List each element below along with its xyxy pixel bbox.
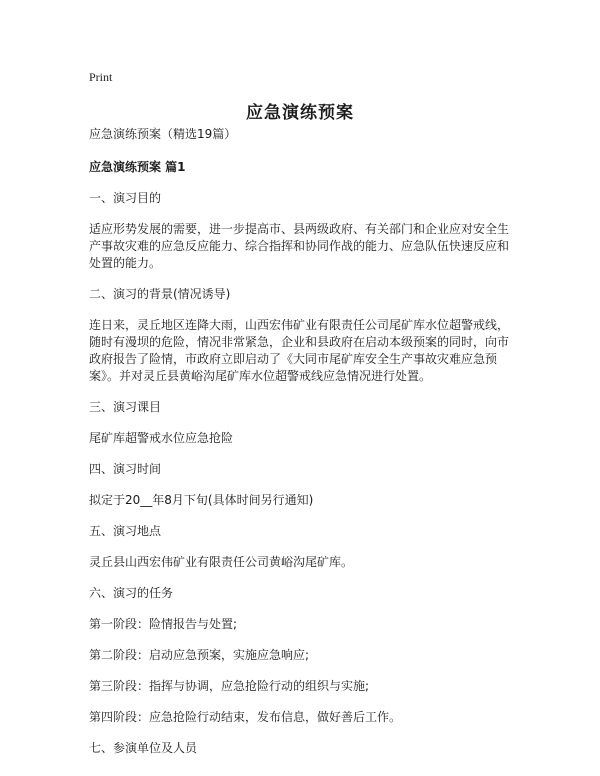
paragraph: 尾矿库超警戒水位应急抢险 [89, 431, 234, 445]
paragraph: 连日来，灵丘地区连降大雨，山西宏伟矿业有限责任公司尾矿库水位超警戒线，随时有漫坝的危险，情况非常紧急，企业和县政府在启动本级预案的同时，向市政府报告了险情，市政府立即启动了《大同市尾矿库安全生产事故灾难应急预案》。并对灵丘县黄峪沟尾矿库水位超警戒线应急情况进行处置。 [89, 318, 510, 383]
paragraph: 第一阶段：险情报告与处置; [89, 617, 238, 631]
section-heading: 六、演习的任务 [89, 586, 174, 600]
paragraph: 第四阶段：应急抢险行动结束，发布信息，做好善后工作。 [89, 710, 402, 724]
document-subtitle: 应急演练预案（精选19篇） [89, 127, 237, 141]
section-title: 应急演练预案 篇1 [89, 160, 186, 174]
section-heading: 二、演习的背景(情况诱导) [89, 287, 231, 301]
section-heading: 七、参演单位及人员 [89, 741, 198, 755]
page-title: 应急演练预案 [246, 103, 354, 123]
section-heading: 三、演习课目 [89, 400, 162, 414]
section-heading: 五、演习地点 [89, 524, 162, 538]
print-link[interactable]: Print [89, 70, 113, 84]
paragraph: 适应形势发展的需要，进一步提高市、县两级政府、有关部门和企业应对安全生产事故灾难的应急反应能力、综合指挥和协同作战的能力、应急队伍快速反应和处置的能力。 [89, 222, 510, 270]
section-heading: 四、演习时间 [89, 462, 162, 476]
document-body [89, 126, 517, 771]
paragraph: 第二阶段：启动应急预案，实施应急响应; [89, 648, 310, 662]
section-heading: 一、演习目的 [89, 191, 162, 205]
paragraph: 第三阶段：指挥与协调，应急抢险行动的组织与实施; [89, 679, 370, 693]
paragraph: 拟定于20__年8月下旬(具体时间另行通知) [89, 493, 314, 507]
paragraph: 灵丘县山西宏伟矿业有限责任公司黄峪沟尾矿库。 [89, 555, 354, 569]
